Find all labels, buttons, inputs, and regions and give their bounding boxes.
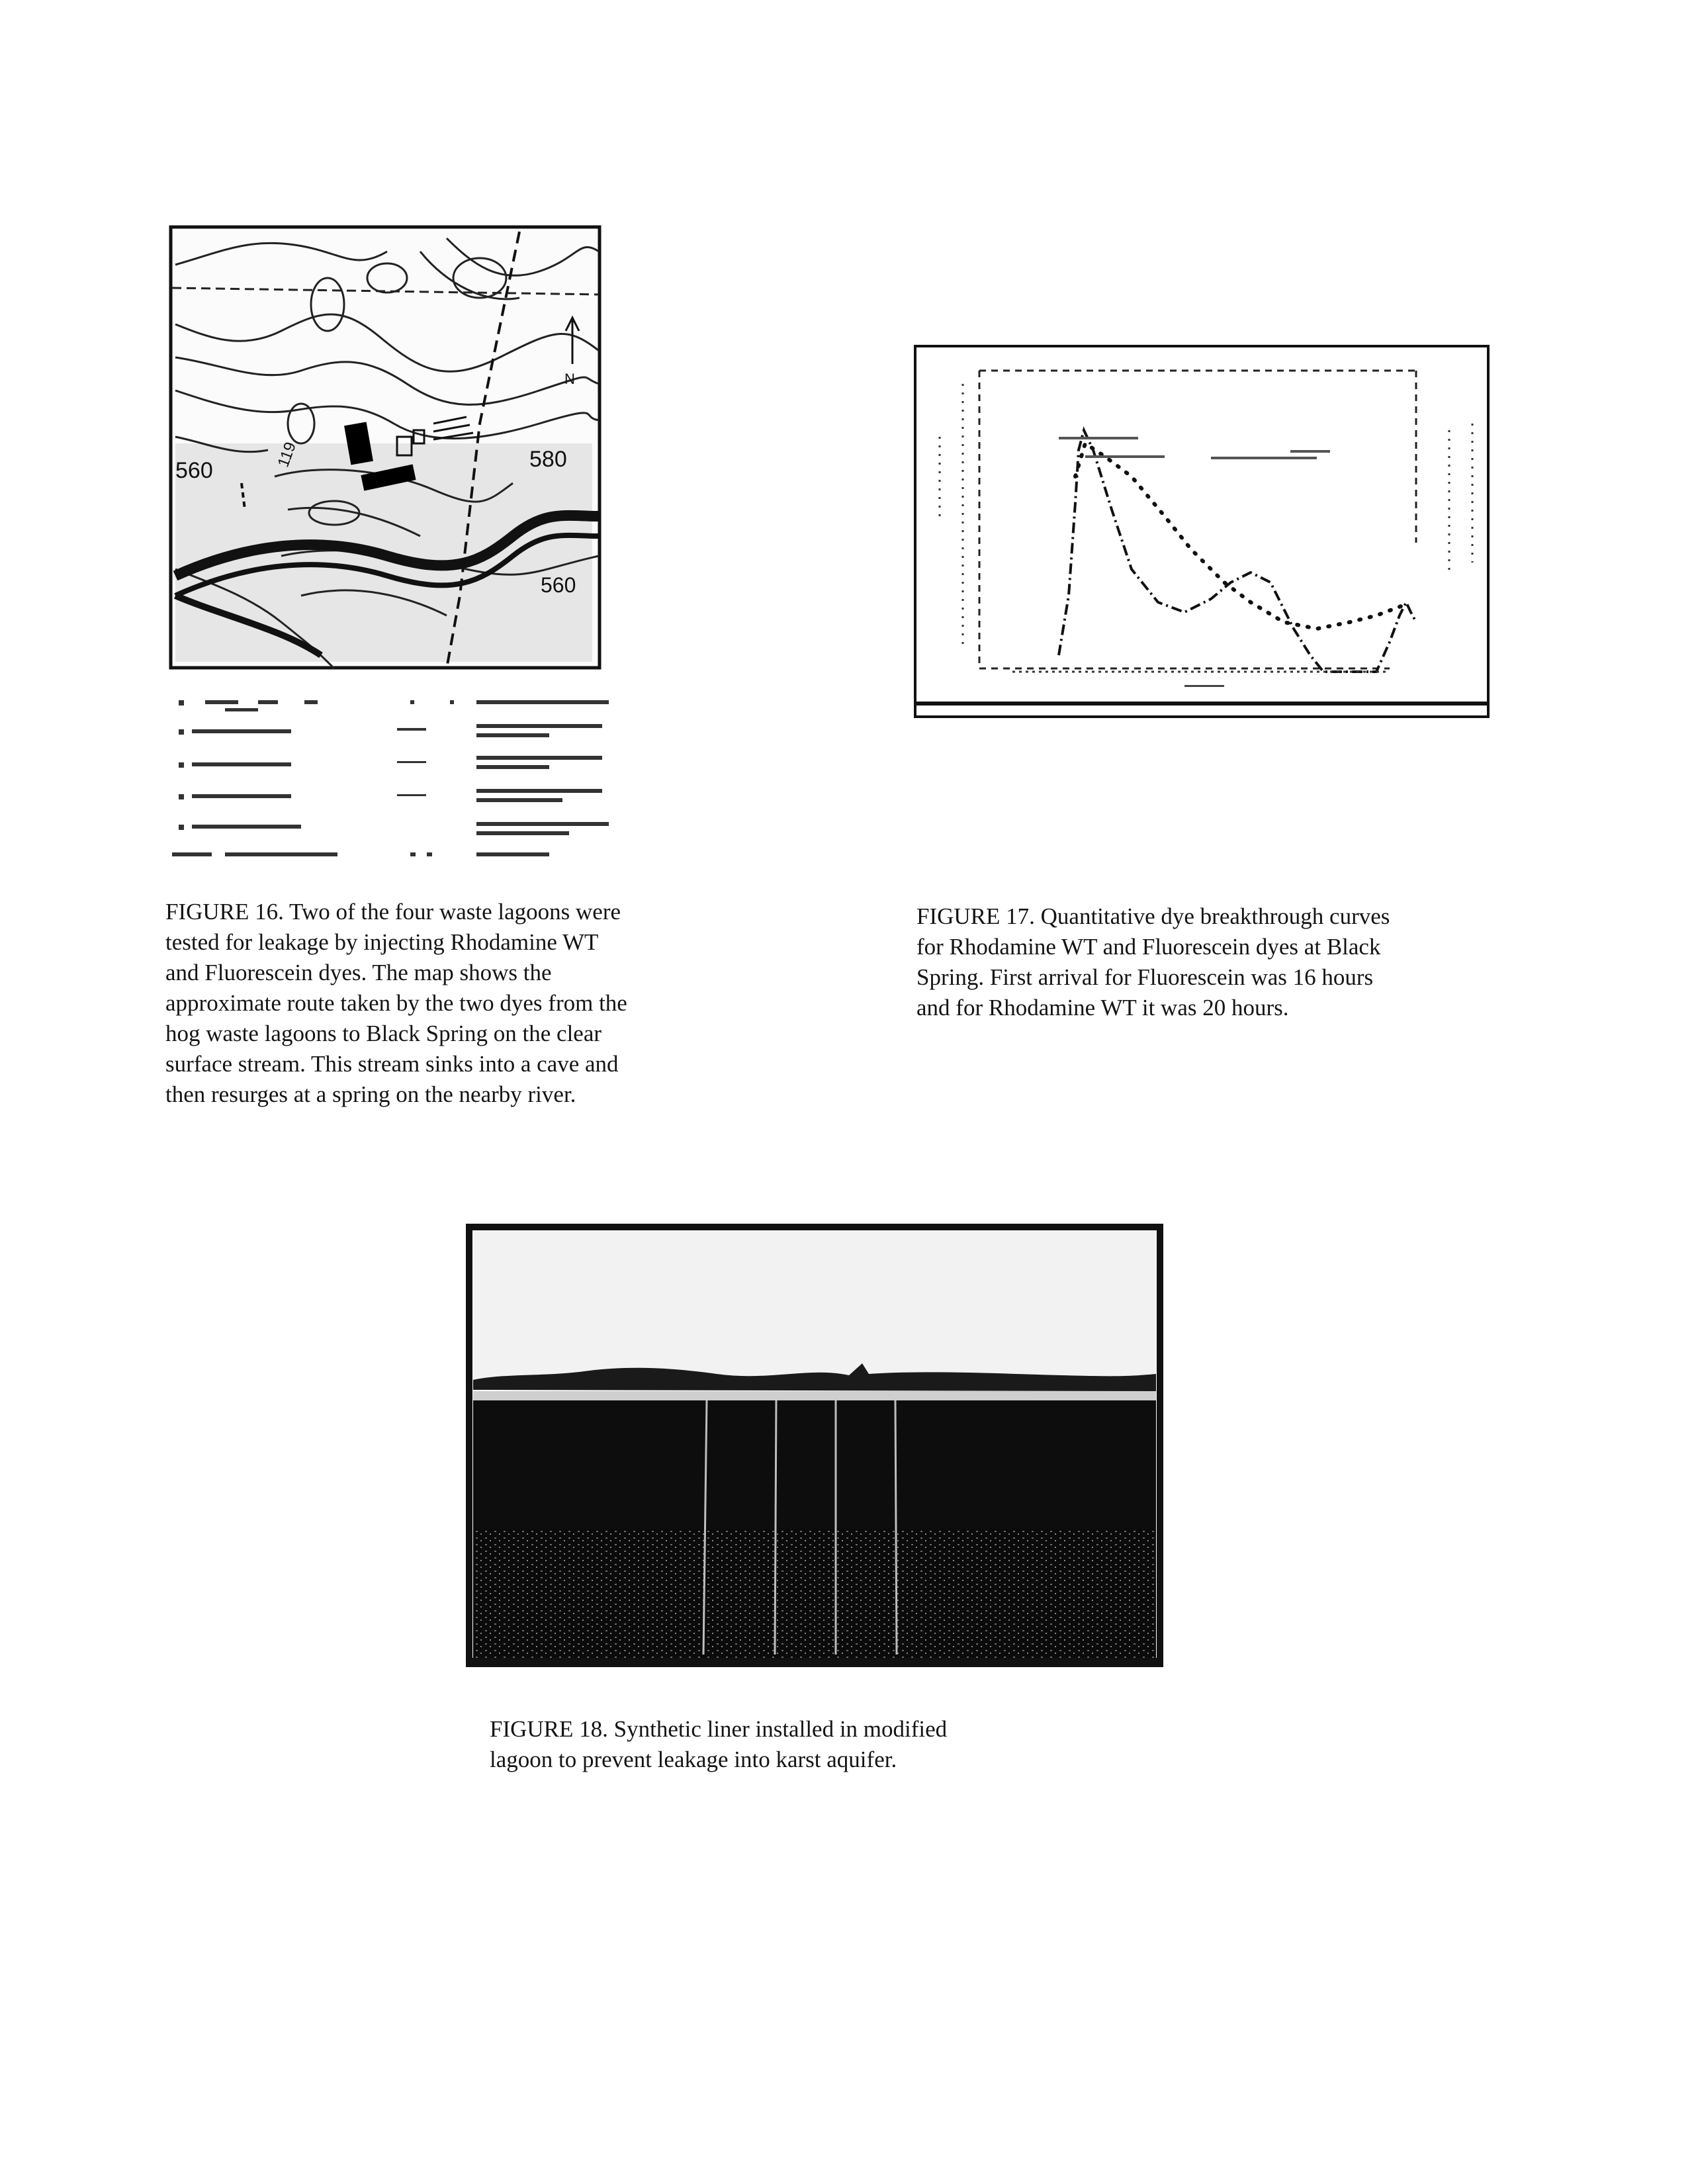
figure-17-caption: FIGURE 17. Quantitative dye breakthrough curves for Rhodamine WT and Fluorescein dyes at Black Spring. First arrival for Fluorescein was 16 hours and for Rhodamine WT it was 20 hours. bbox=[916, 903, 1390, 1021]
map-label-580: 580 bbox=[529, 447, 567, 472]
map-label-560-left: 560 bbox=[175, 458, 213, 483]
figure-18-photo bbox=[465, 1218, 1167, 1671]
map-label-560-right: 560 bbox=[541, 573, 576, 597]
svg-text:N: N bbox=[564, 371, 575, 387]
figure-16-legend bbox=[165, 695, 615, 860]
map-label-119: 119 bbox=[274, 439, 300, 470]
figure-16-map bbox=[169, 225, 605, 675]
figure-16-caption: FIGURE 16. Two of the four waste lagoons were tested for leakage by injecting Rhodamine WT and Fluorescein dyes. The map shows the approximate route taken by the two dyes from the hog waste lagoons to Black Spring on the clear surface stream. This stream sinks into a cave and then resurges at a spring on the nearby river. bbox=[165, 899, 627, 1107]
figure-18-caption: FIGURE 18. Synthetic liner installed in modified lagoon to prevent leakage into karst aquifer. bbox=[490, 1716, 948, 1772]
figure-17-chart bbox=[913, 344, 1495, 721]
